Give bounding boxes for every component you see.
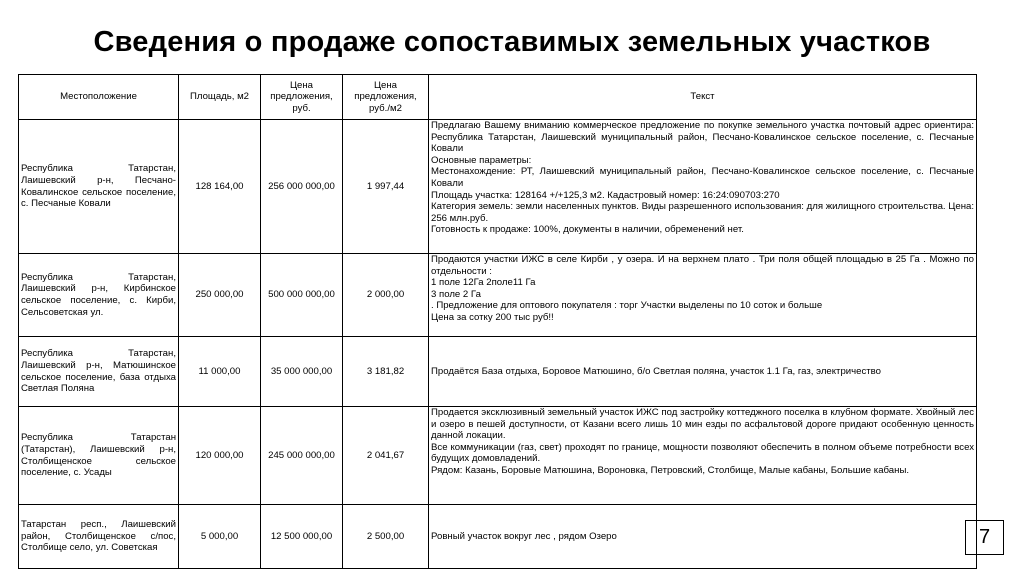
header-area: Площадь, м2 <box>179 75 261 120</box>
cell-location: Татарстан респ., Лаишевский район, Столбищенское с/пос, Столбище село, ул. Советская <box>19 505 179 569</box>
text-line: Продаётся База отдыха, Боровое Матюшино, б/о Светлая поляна, участок 1.1 Га, газ, электричество <box>431 365 881 377</box>
header-price-per-m2: Цена предложения, руб./м2 <box>343 75 429 120</box>
header-text: Текст <box>429 75 977 120</box>
cell-price: 256 000 000,00 <box>261 120 343 254</box>
slide-title: Сведения о продаже сопоставимых земельных участков <box>93 26 931 58</box>
cell-location: Республика Татарстан, Лаишевский р-н, Песчано-Ковалинское сельское поселение, с. Песчаные Ковали <box>19 120 179 254</box>
text-line: Рядом: Казань, Боровые Матюшина, Вороновка, Петровский, Столбище, Малые кабаны, Большие кабаны. <box>431 464 910 476</box>
cell-text <box>429 407 977 505</box>
page-number: 7 <box>965 520 1004 555</box>
cell-text <box>429 254 977 337</box>
cell-text <box>429 120 977 254</box>
text-line: 3 поле 2 Га <box>431 288 481 300</box>
text-line: Все коммуникации (газ, свет) проходят по границе, мощности позволяют обеспечить в полном объеме потребности всех будущих домовладений. <box>431 441 974 465</box>
cell-text <box>429 505 977 569</box>
text-line: Цена за сотку 200 тыс руб!! <box>431 311 554 323</box>
cell-text <box>429 337 977 407</box>
cell-location: Республика Татарстан, Лаишевский р-н, Матюшинское сельское поселение, база отдыха Светлая Поляна <box>19 337 179 407</box>
table-row <box>19 337 977 407</box>
text-line: Площадь участка: 128164 +/+125,3 м2. Кадастровый номер: 16:24:090703:270 <box>431 189 780 201</box>
text-line: Готовность к продаже: 100%, документы в наличии, обременений нет. <box>431 224 744 236</box>
text-line: . Предложение для оптового покупателя : торг Участки выделены по 10 соток и больше <box>431 300 823 312</box>
cell-price-per-m2: 2 041,67 <box>343 407 429 505</box>
cell-price: 35 000 000,00 <box>261 337 343 407</box>
table-row <box>19 407 977 505</box>
text-line: Предлагаю Вашему вниманию коммерческое предложение по покупке земельного участка почтовый адрес ориентира: Республика Татарстан, Лаишевский муниципальный район, Песчано-Ковалинское сельское поселение, с. Песчаные Ковали <box>431 120 974 155</box>
cell-area: 128 164,00 <box>179 120 261 254</box>
text-line: Ровный участок вокруг лес , рядом Озеро <box>431 530 617 542</box>
cell-price-per-m2: 3 181,82 <box>343 337 429 407</box>
cell-location: Республика Татарстан (Татарстан), Лаишевский р-н, Столбищенское сельское поселение, с. Усады <box>19 407 179 505</box>
cell-price-per-m2: 1 997,44 <box>343 120 429 254</box>
cell-area: 120 000,00 <box>179 407 261 505</box>
table-row <box>19 505 977 569</box>
cell-price: 500 000 000,00 <box>261 254 343 337</box>
cell-location: Республика Татарстан, Лаишевский р-н, Кирбинское сельское поселение, с. Кирби, Сельсоветская ул. <box>19 254 179 337</box>
cell-area: 11 000,00 <box>179 337 261 407</box>
comparable-land-plots-table <box>18 74 977 569</box>
text-line: 1 поле 12Га 2поле11 Га <box>431 277 536 289</box>
header-price: Цена предложения, руб. <box>261 75 343 120</box>
cell-price: 12 500 000,00 <box>261 505 343 569</box>
cell-price: 245 000 000,00 <box>261 407 343 505</box>
cell-area: 5 000,00 <box>179 505 261 569</box>
text-line: Местонахождение: РТ, Лаишевский муниципальный район, Песчано-Ковалинское сельское поселение, с. Песчаные Ковали <box>431 166 974 189</box>
cell-area: 250 000,00 <box>179 254 261 337</box>
text-line: Основные параметры: <box>431 154 532 166</box>
table-header-row <box>19 75 977 120</box>
cell-price-per-m2: 2 000,00 <box>343 254 429 337</box>
text-line: Продаются участки ИЖС в селе Кирби , у озера. И на верхнем плато . Три поля общей площадью в 25 Га . Можно по отдельности : <box>431 254 974 277</box>
table-row <box>19 254 977 337</box>
cell-price-per-m2: 2 500,00 <box>343 505 429 569</box>
text-line: Продается эксклюзивный земельный участок ИЖС под застройку коттеджного поселка в клубном формате. Хвойный лес и озеро в пешей доступности, от Казани всего лишь 10 мин езды по асфальтовой дороге придают особенную ценность данной локации. <box>431 407 974 442</box>
header-location: Местоположение <box>19 75 179 120</box>
text-line: Категория земель: земли населенных пунктов. Виды разрешенного использования: для жилищного строительства. Цена: 256 млн.руб. <box>431 201 974 224</box>
table-row <box>19 120 977 254</box>
